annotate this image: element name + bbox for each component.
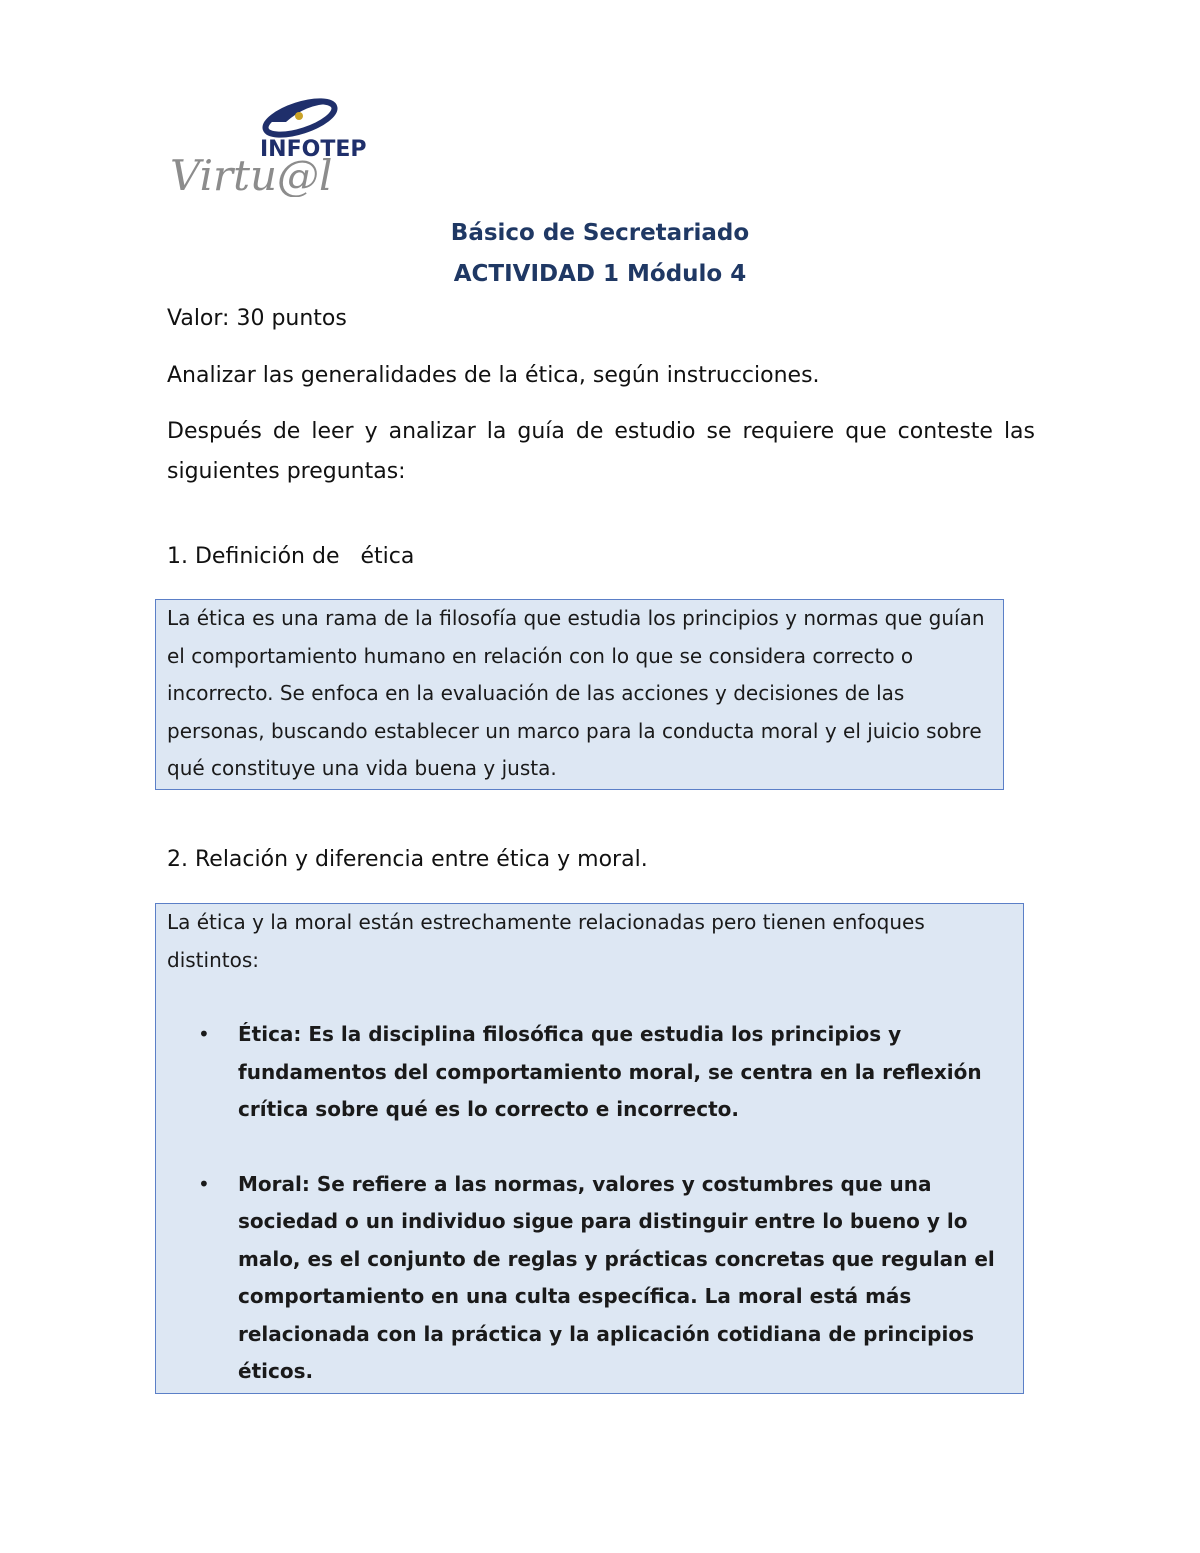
logo-brand-text: INFOTEP — [260, 137, 367, 162]
logo-script-text: Virtu@l — [170, 151, 333, 197]
objective-text: Analizar las generalidades de la ética, según instrucciones. — [167, 363, 820, 388]
question-1-title: 1. Definición de ética — [167, 544, 415, 569]
question-2-title: 2. Relación y diferencia entre ética y moral. — [167, 847, 648, 872]
answer-2-box — [155, 903, 1024, 1394]
answer-2-intro: La ética y la moral están estrechamente relacionadas pero tienen enfoques distintos: — [167, 910, 925, 972]
bullet-dot-icon: • — [198, 1022, 210, 1046]
instructions-text: Después de leer y analizar la guía de estudio se requiere que conteste las siguientes preguntas: — [167, 419, 1035, 484]
bullet-text-etica: Ética: Es la disciplina filosófica que estudia los principios y fundamentos del comportamiento moral, se centra en la reflexión crítica sobre qué es lo correcto e incorrecto. — [238, 1022, 982, 1121]
bullet-item-moral — [167, 1166, 1013, 1391]
bullet-item-etica — [167, 1016, 1013, 1129]
answer-1-box — [155, 599, 1004, 790]
answer-1-text: La ética es una rama de la filosofía que estudia los principios y normas que guían el comportamiento humano en relación con lo que se considera correcto o incorrecto. Se enfoca en la evaluación de las acciones y decisiones de las personas, buscando establecer un marco para la conducta moral y el juicio sobre qué constituye una vida buena y justa. — [167, 606, 985, 780]
course-title: Básico de Secretariado — [450, 220, 750, 246]
bullet-dot-icon: • — [198, 1171, 210, 1196]
infotep-virtual-logo — [168, 92, 368, 197]
activity-title: ACTIVIDAD 1 Módulo 4 — [453, 261, 747, 287]
answer-2-bullet-list — [167, 1016, 1013, 1391]
logo-graphic — [168, 92, 368, 197]
bullet-text-moral: Moral: Se refiere a las normas, valores y costumbres que una sociedad o un individuo sigue para distinguir entre lo bueno y lo malo, es el conjunto de reglas y prácticas concretas que regulan el comportamiento en una culta específica. La moral está más relacionada con la práctica y la aplicación cotidiana de principios éticos. — [238, 1171, 995, 1383]
value-points: Valor: 30 puntos — [167, 306, 347, 331]
